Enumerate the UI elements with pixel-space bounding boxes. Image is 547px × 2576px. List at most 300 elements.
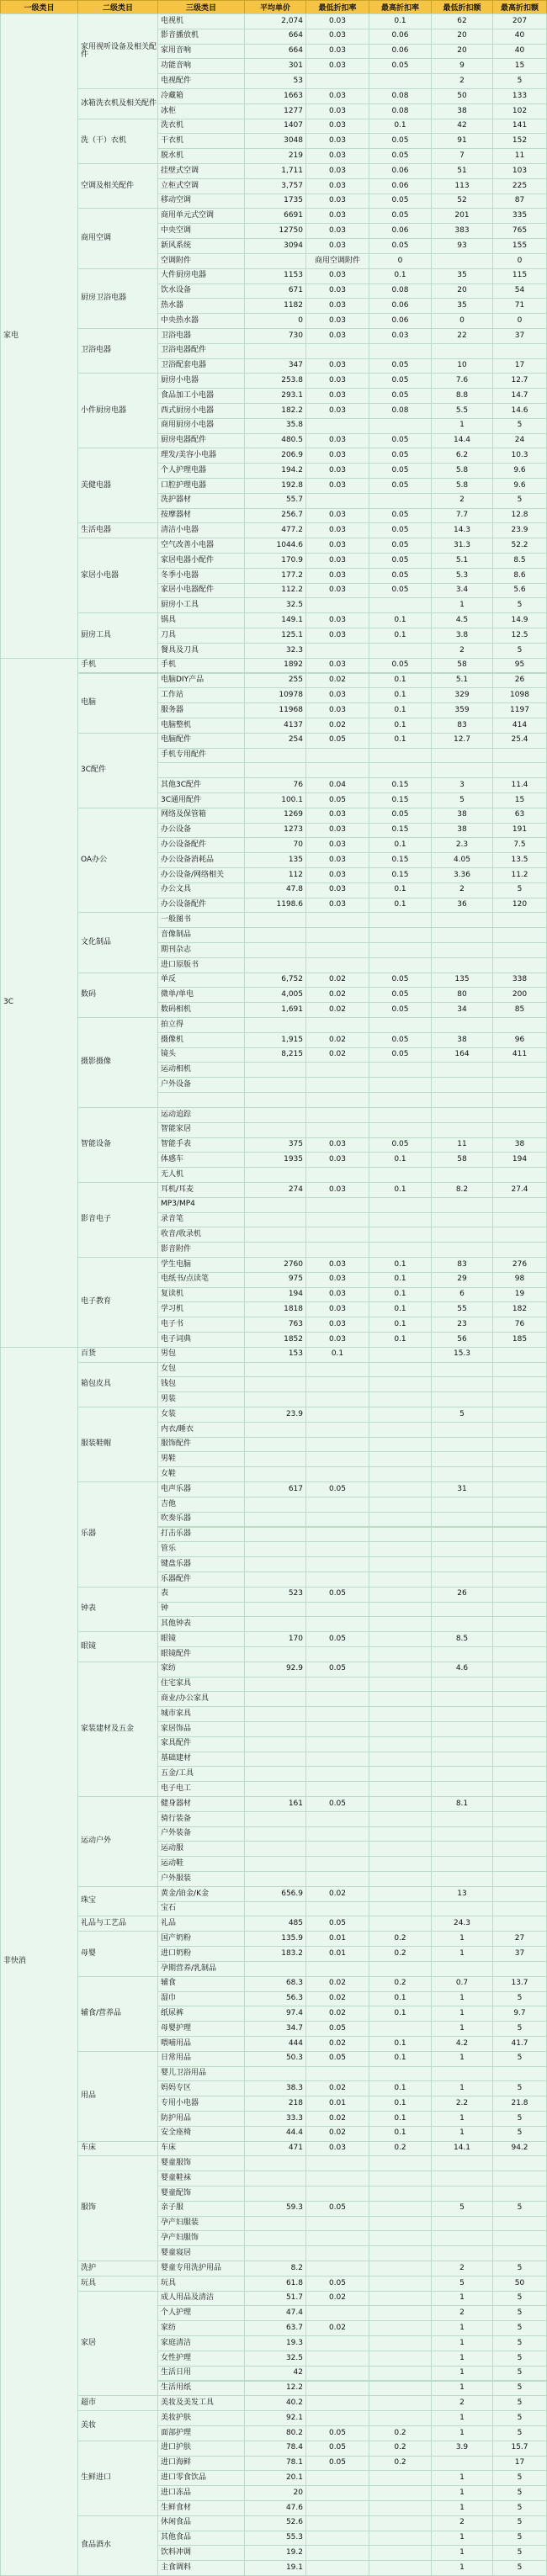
table-cell: 宝石 [157,1901,245,1917]
table-cell: 0.03 [305,298,369,314]
table-cell: 运动服 [157,1841,245,1857]
table-cell: 335 [492,208,547,224]
table-cell: 0.1 [369,702,432,718]
table-cell: 27 [492,1931,547,1947]
table-cell: 293.1 [244,388,306,404]
table-cell: 0.1 [369,2111,432,2127]
table-cell [369,1901,432,1917]
table-cell: 0.05 [305,1662,369,1678]
table-cell [305,343,369,359]
table-cell: 基础建材 [157,1752,245,1768]
table-cell: 空调及相关配件 [77,163,158,209]
table-cell: 0.02 [305,1002,369,1018]
table-cell [431,1197,493,1213]
table-cell: 0.2 [369,2441,432,2457]
table-cell [305,597,369,613]
table-cell [369,2485,432,2501]
table-cell [244,1677,306,1693]
table-cell: 192.8 [244,478,306,494]
table-cell: 10.3 [492,448,547,464]
table-cell [431,1362,493,1378]
table-cell [369,1527,432,1543]
table-cell: 清洁小电器 [157,522,245,538]
table-cell [305,2155,369,2171]
table-cell [305,1841,369,1857]
table-cell [492,1197,547,1213]
table-cell [305,1242,369,1258]
table-cell: 1 [431,2470,493,2486]
table-cell: 0.05 [369,193,432,209]
table-cell: 工作站 [157,687,245,703]
table-cell: 车床 [157,2141,245,2157]
table-cell [492,1616,547,1632]
table-cell: 13.5 [492,852,547,868]
table-cell: 1 [431,2485,493,2501]
table-cell: 0.02 [305,973,369,989]
table-cell [305,957,369,973]
table-cell: 0.03 [305,313,369,329]
table-cell: 0.05 [305,792,369,808]
table-cell: 12750 [244,223,306,239]
table-cell [244,1122,306,1138]
table-cell [305,1901,369,1917]
table-cell: 0.02 [305,1886,369,1902]
table-cell: 41.7 [492,2036,547,2052]
table-cell: 26 [492,673,547,689]
table-cell: 0.03 [305,163,369,179]
table-cell [431,748,493,764]
table-cell: 住宅家具 [157,1677,245,1693]
table-cell: 0.03 [305,223,369,239]
table-cell [431,1092,493,1108]
table-cell [431,2155,493,2171]
table-cell [369,1167,432,1183]
table-cell: 0.03 [305,178,369,194]
table-cell: 0.04 [305,777,369,793]
table-cell: 5 [492,418,547,434]
table-cell [431,1212,493,1228]
table-cell [431,1167,493,1183]
table-cell: 0.05 [369,568,432,584]
table-cell: 5 [431,2201,493,2217]
table-cell: 洗护 [77,2261,158,2277]
table-cell: 170 [244,1631,306,1647]
table-cell: 1,691 [244,1002,306,1018]
table-cell [492,1407,547,1423]
table-cell: 0.03 [305,328,369,344]
table-cell: 电子电工 [157,1781,245,1797]
table-cell: 9.6 [492,478,547,494]
table-cell: 0.1 [369,268,432,284]
table-cell [431,1602,493,1618]
table-cell [492,1646,547,1662]
table-cell [369,1437,432,1453]
table-cell: 个人护理 [157,2305,245,2321]
table-cell: 78.1 [244,2456,306,2472]
table-cell: 0.1 [369,612,432,628]
table-cell: 0.03 [305,13,369,29]
table-cell: 153 [244,1347,306,1363]
table-cell: 2 [431,643,493,659]
table-cell: 53 [244,73,306,89]
table-cell [369,2021,432,2037]
table-cell: 177.2 [244,568,306,584]
table-cell: 80 [431,987,493,1003]
table-cell: 1818 [244,1301,306,1317]
table-cell [369,927,432,943]
table-cell [244,2216,306,2232]
table-cell [369,73,432,89]
table-cell: 妈妈专区 [157,2080,245,2096]
table-cell: 98 [492,1272,547,1288]
table-cell: 25.4 [492,733,547,749]
table-cell: 表 [157,1587,245,1603]
table-cell: 47.6 [244,2500,306,2516]
table-cell: 数码相机 [157,1002,245,1018]
table-cell: 1 [431,2021,493,2037]
table-cell: 0.03 [305,238,369,254]
table-cell: 100.1 [244,792,306,808]
table-cell [244,1541,306,1557]
table-cell [244,343,306,359]
table-cell: 0.05 [305,1796,369,1812]
table-cell: 0.03 [305,358,369,374]
table-cell: 219 [244,148,306,164]
table-cell [369,343,432,359]
table-cell: 5 [492,2021,547,2037]
table-cell: 食品酒水 [77,2515,158,2576]
table-cell: 五金/工具 [157,1766,245,1782]
table-cell [305,2381,369,2397]
table-cell: 5 [492,2051,547,2067]
table-cell: 765 [492,223,547,239]
table-cell: 135 [431,973,493,989]
table-cell [492,1362,547,1378]
table-cell: 4,005 [244,987,306,1003]
table-cell: 0.05 [305,1587,369,1603]
table-cell [305,1721,369,1737]
table-cell: 商用厨房小电器 [157,418,245,434]
table-cell: 8.5 [431,1631,493,1647]
table-cell: 0.1 [369,1272,432,1288]
table-cell [157,1092,245,1108]
table-cell: 0.03 [305,133,369,149]
table-cell: 0.1 [369,1287,432,1303]
table-cell [305,912,369,928]
table-cell [369,1706,432,1722]
table-cell: 1852 [244,1332,306,1348]
table-cell: 0.1 [369,1182,432,1198]
table-cell: 1 [431,2366,493,2382]
table-cell: 0.03 [305,522,369,538]
table-cell: 0.03 [305,508,369,524]
table-cell: 164 [431,1047,493,1063]
table-cell [369,1227,432,1243]
table-cell [431,1437,493,1453]
table-cell: 0.05 [369,987,432,1003]
table-cell: 9.7 [492,2006,547,2022]
table-cell: 1 [431,2291,493,2307]
table-cell [369,1811,432,1827]
table-cell [492,1092,547,1108]
table-cell [305,1826,369,1842]
table-cell [305,73,369,89]
table-cell [369,1481,432,1497]
table-cell [244,1437,306,1453]
table-cell [492,927,547,943]
table-cell [431,1556,493,1572]
table-cell: 200 [492,987,547,1003]
table-cell: 50 [431,88,493,104]
table-cell [305,1752,369,1768]
table-cell: 414 [492,718,547,734]
table-cell [369,2155,432,2171]
table-cell [369,748,432,764]
table-cell [492,1752,547,1768]
table-cell: 美健电器 [77,448,158,523]
table-cell: 影音附件 [157,1242,245,1258]
table-cell: 183.2 [244,1946,306,1962]
table-cell [305,1961,369,1977]
table-cell: 0.03 [305,29,369,45]
table-cell [492,2245,547,2261]
table-cell: 141 [492,119,547,135]
table-cell: 空气改善小电器 [157,538,245,554]
table-cell: 8.8 [431,388,493,404]
table-cell [369,2351,432,2367]
table-cell: 0.03 [305,1287,369,1303]
table-cell: 期刊杂志 [157,942,245,958]
table-cell: 0.06 [369,29,432,45]
table-cell [369,2335,432,2351]
table-cell [431,1706,493,1722]
table-cell: 运动鞋 [157,1856,245,1872]
table-cell [369,2381,432,2397]
table-cell: 0.1 [369,1332,432,1348]
table-cell: 5.5 [431,403,493,419]
table-cell: 480.5 [244,433,306,449]
table-cell [305,1197,369,1213]
table-cell: 厨房卫浴电器 [77,268,158,329]
table-cell [492,1017,547,1033]
table-cell: 20 [431,44,493,60]
table-cell: 255 [244,673,306,689]
table-cell: 镜头 [157,1047,245,1063]
table-cell: 0.1 [369,2036,432,2052]
table-cell: 2,074 [244,13,306,29]
table-cell: 吉他 [157,1497,245,1513]
table-cell: 0.05 [369,1002,432,1018]
table-cell [369,1916,432,1932]
table-cell: 体感车 [157,1152,245,1168]
table-cell [305,748,369,764]
table-cell [492,2216,547,2232]
table-cell: 0.05 [369,1047,432,1063]
table-cell: 71 [492,298,547,314]
table-cell: 黄金/铂金/K金 [157,1886,245,1902]
table-cell: 0.03 [305,687,369,703]
table-cell: 运动追踪 [157,1107,245,1123]
table-cell [305,2335,369,2351]
table-cell [305,1691,369,1707]
table-cell: 9.6 [492,463,547,479]
table-cell: 0.1 [369,2006,432,2022]
table-cell: 194 [492,1152,547,1168]
table-cell: 76 [492,1317,547,1333]
table-cell [369,1677,432,1693]
table-cell: 美妆护肤 [157,2410,245,2426]
table-cell: 0.05 [369,433,432,449]
table-cell [492,1886,547,1902]
table-cell: 玩具 [157,2276,245,2292]
table-cell: 录音笔 [157,1212,245,1228]
table-cell: 湿巾 [157,1991,245,2007]
table-cell: 1269 [244,808,306,824]
table-cell: 餐具及刀具 [157,643,245,659]
table-cell [492,2230,547,2246]
table-cell [369,2320,432,2336]
table-cell: 730 [244,328,306,344]
table-cell: 0.1 [369,898,432,914]
table-cell: 34.7 [244,2021,306,2037]
table-cell [492,942,547,958]
table-cell [305,2515,369,2531]
table-cell: 51.7 [244,2291,306,2307]
table-cell: 个人护理电器 [157,463,245,479]
table-cell [431,762,493,778]
table-cell: 3048 [244,133,306,149]
table-cell: 西式厨房小电器 [157,403,245,419]
table-cell [244,1092,306,1108]
table-cell: 0.05 [369,58,432,74]
table-cell: 2 [431,493,493,509]
table-cell: 家用视听设备及相关配件 [77,13,158,89]
table-cell [305,942,369,958]
table-cell: 1 [431,2335,493,2351]
table-cell: 0.05 [305,2441,369,2457]
table-cell [305,762,369,778]
table-cell: 电视配件 [157,73,245,89]
table-cell [369,1796,432,1812]
table-cell [492,1541,547,1557]
table-cell [431,2216,493,2232]
table-cell: 52 [431,193,493,209]
table-cell: 小件厨房电器 [77,373,158,448]
table-cell [492,1706,547,1722]
table-cell [369,1616,432,1632]
table-cell [369,1541,432,1557]
table-cell: 55.7 [244,493,306,509]
table-cell [431,343,493,359]
header-cell: 三级类目 [157,0,245,14]
table-cell [244,1646,306,1662]
table-cell: 0.03 [305,583,369,599]
table-cell [305,1077,369,1093]
table-cell: 电声乐器 [157,1481,245,1497]
table-cell [305,1766,369,1782]
table-cell: 新风系统 [157,238,245,254]
table-cell: 253.8 [244,373,306,389]
table-cell: 无人机 [157,1167,245,1183]
table-cell: 56 [431,1332,493,1348]
table-cell: 0.05 [369,522,432,538]
table-cell [369,1871,432,1887]
table-cell: 移动空调 [157,193,245,209]
table-cell: 1044.6 [244,538,306,554]
table-cell [492,1826,547,1842]
table-cell: 辅食/营养品 [77,1976,158,2052]
table-cell [305,2500,369,2516]
table-cell [369,912,432,928]
table-cell: 吹奏乐器 [157,1512,245,1528]
table-cell: 家居电器小配件 [157,553,245,569]
table-cell [492,1841,547,1857]
table-cell: 6.2 [431,448,493,464]
table-cell: 1 [431,2381,493,2397]
table-cell [305,1811,369,1827]
table-cell: 102 [492,103,547,119]
table-cell: 冬季小电器 [157,568,245,584]
table-cell: 0.03 [305,898,369,914]
table-cell [431,927,493,943]
table-cell: 3,757 [244,178,306,194]
table-cell [492,1796,547,1812]
table-cell: 11 [431,1137,493,1153]
table-cell [369,2291,432,2307]
table-cell: 1 [431,2425,493,2441]
table-cell [305,2410,369,2426]
table-cell [305,1437,369,1453]
table-cell [492,1811,547,1827]
table-cell [431,2066,493,2082]
table-cell: 男鞋 [157,1451,245,1467]
table-cell [244,1871,306,1887]
table-cell [305,1871,369,1887]
table-cell: 办公设备配件 [157,837,245,853]
table-cell [369,2545,432,2561]
table-cell: 5 [492,1991,547,2007]
table-cell [369,1347,432,1363]
table-cell: 男包 [157,1347,245,1363]
table-cell: OA办公 [77,808,158,914]
table-cell: 家用音响 [157,44,245,60]
table-cell: 5 [492,2201,547,2217]
table-cell: 0.05 [369,388,432,404]
table-cell: 0.1 [369,2080,432,2096]
table-cell [431,1497,493,1513]
table-cell: 8.2 [431,1182,493,1198]
table-cell [431,1871,493,1887]
table-cell [305,1092,369,1108]
table-cell [431,2230,493,2246]
table-cell: 40.2 [244,2395,306,2411]
table-cell: 0.02 [305,2080,369,2096]
table-cell: 68.3 [244,1976,306,1992]
table-cell [431,912,493,928]
table-cell: 27.4 [492,1182,547,1198]
table-cell: 0.05 [305,2021,369,2037]
table-cell: 37 [492,1946,547,1962]
table-cell: 数码 [77,973,158,1018]
table-cell: 2 [431,73,493,89]
table-cell: 管乐 [157,1541,245,1557]
table-cell [492,1512,547,1528]
table-cell [369,1391,432,1407]
table-cell: 93 [431,238,493,254]
table-cell: 功能音响 [157,58,245,74]
table-cell [431,1752,493,1768]
table-cell [305,2351,369,2367]
